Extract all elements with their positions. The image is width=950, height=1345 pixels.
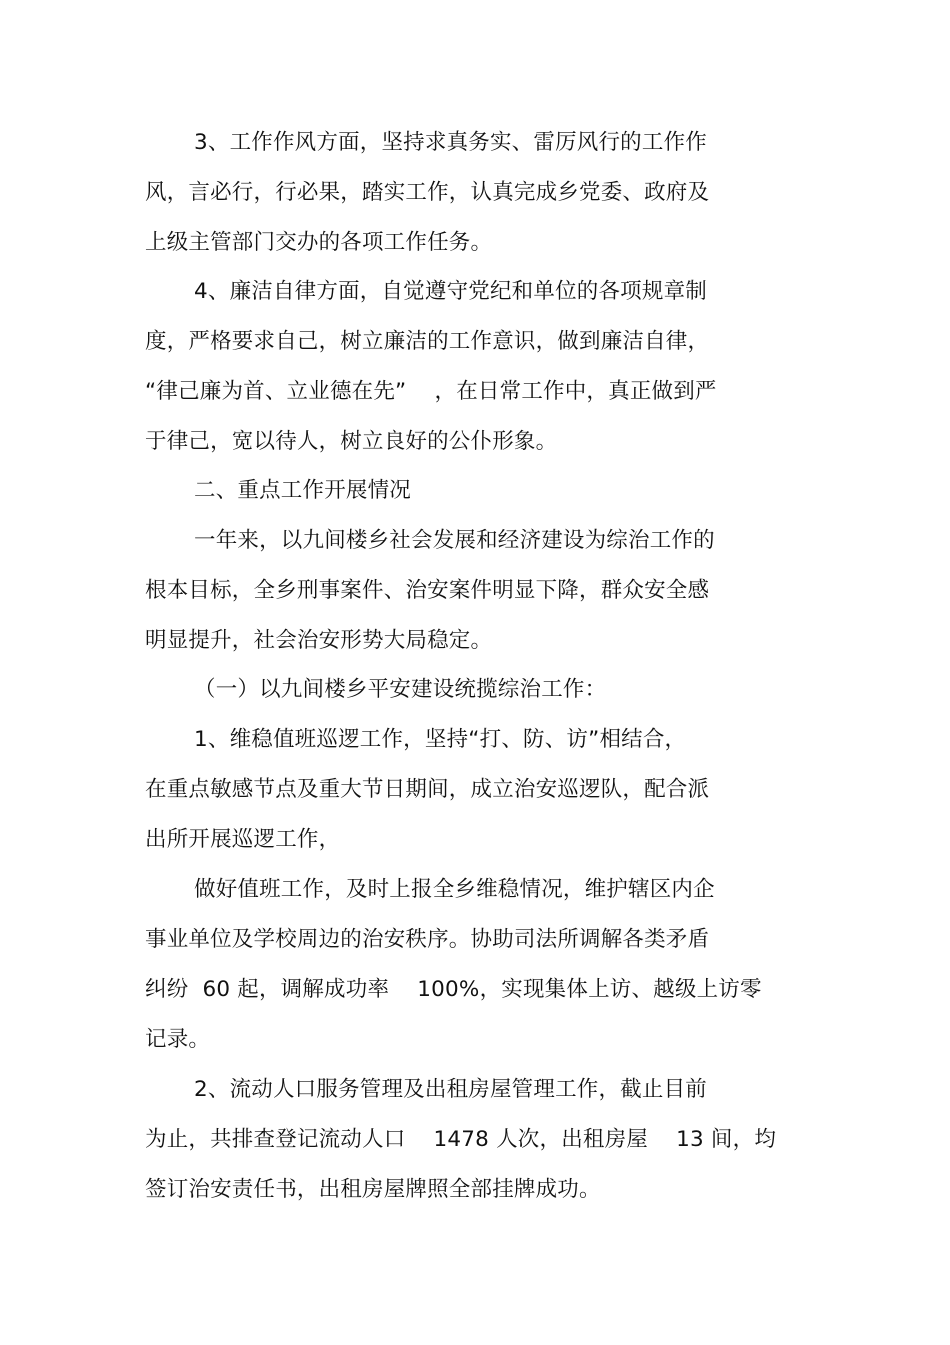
duty-line-4: 记录。 bbox=[145, 1027, 211, 1052]
paragraph-3-line-2: 风，言必行，行必果，踏实工作，认真完成乡党委、政府及 bbox=[145, 180, 710, 205]
summary-line-2: 根本目标，全乡刑事案件、治安案件明显下降，群众安全感 bbox=[145, 578, 710, 603]
summary-line-1: 一年来，以九间楼乡社会发展和经济建设为综治工作的 bbox=[194, 528, 715, 553]
item-2-line-3: 签订治安责任书，出租房屋牌照全部挂牌成功。 bbox=[145, 1177, 601, 1202]
item-1-line-1: 1、维稳值班巡逻工作，坚持“打、防、访”相结合， bbox=[194, 727, 687, 752]
paragraph-3-line-1: 3、工作作风方面，坚持求真务实、雷厉风行的工作作 bbox=[194, 130, 707, 155]
paragraph-4-line-2: 度，严格要求自己，树立廉洁的工作意识，做到廉洁自律， bbox=[145, 329, 710, 354]
duty-line-3: 纠纷 60 起，调解成功率 100%，实现集体上访、越级上访零 bbox=[145, 977, 762, 1002]
item-1-line-3: 出所开展巡逻工作， bbox=[145, 827, 341, 852]
section-heading: 二、重点工作开展情况 bbox=[194, 478, 412, 503]
summary-line-3: 明显提升，社会治安形势大局稳定。 bbox=[145, 628, 493, 653]
paragraph-4-line-1: 4、廉洁自律方面，自觉遵守党纪和单位的各项规章制 bbox=[194, 279, 707, 304]
duty-line-2: 事业单位及学校周边的治安秩序。协助司法所调解各类矛盾 bbox=[145, 927, 710, 952]
duty-line-1: 做好值班工作，及时上报全乡维稳情况，维护辖区内企 bbox=[194, 877, 715, 902]
paragraph-3-line-3: 上级主管部门交办的各项工作任务。 bbox=[145, 230, 493, 255]
item-2-line-1: 2、流动人口服务管理及出租房屋管理工作，截止目前 bbox=[194, 1077, 707, 1102]
subsection-heading: （一）以九间楼乡平安建设统揽综治工作： bbox=[194, 677, 607, 702]
paragraph-4-line-4: 于律己，宽以待人，树立良好的公仆形象。 bbox=[145, 429, 558, 454]
item-1-line-2: 在重点敏感节点及重大节日期间，成立治安巡逻队，配合派 bbox=[145, 777, 710, 802]
item-2-line-2: 为止，共排查登记流动人口 1478 人次，出租房屋 13 间，均 bbox=[145, 1127, 777, 1152]
paragraph-4-line-3: “律己廉为首、立业德在先” ，在日常工作中，真正做到严 bbox=[145, 379, 717, 404]
